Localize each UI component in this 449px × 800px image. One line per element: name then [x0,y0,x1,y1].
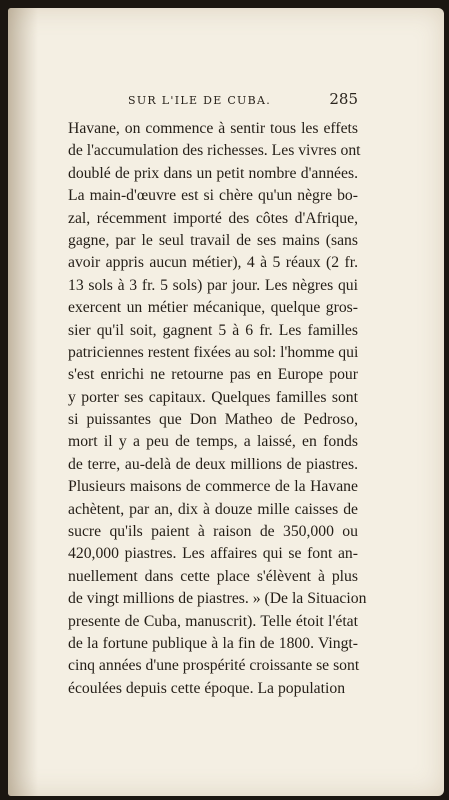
text-line: cinq années d'une prospérité croissante se sont [68,657,360,675]
text-line: La main-d'œuvre est si chère qu'un nègre bo- [68,187,358,205]
text-line: s'est enrichi ne retourne pas en Europe pour [68,366,358,384]
text-line: sier qu'il soit, gagnent 5 à 6 fr. Les familles [68,321,358,339]
book-page [8,8,444,796]
text-line: de la fortune publique à la fin de 1800. Vingt- [68,634,358,652]
text-line: de vingt millions de piastres. » (De la Situacion [68,590,367,608]
text-line: de terre, au-delà de deux millions de piastres. [68,455,358,473]
text-line: de l'accumulation des richesses. Les vivres ont [68,142,361,160]
body-text [68,118,367,700]
text-line: sucre qu'ils paient à raison de 350,000 ou [68,523,358,541]
text-line: 420,000 piastres. Les affaires qui se font an- [68,545,358,563]
text-line: mort il y a peu de temps, a laissé, en fonds [68,433,358,451]
text-line: zal, récemment importé des côtes d'Afrique, [68,209,358,227]
running-title: SUR L'ILE DE CUBA. [128,94,272,107]
text-line: patriciennes restent fixées au sol: l'homme qui [68,343,359,361]
text-line: écoulées depuis cette époque. La population [68,679,346,697]
text-line: exercent un métier mécanique, quelque gros- [68,299,358,317]
text-line: si puissantes que Don Matheo de Pedroso, [68,411,358,429]
text-line: achètent, par an, dix à douze mille caisses de [68,500,358,518]
text-line: Plusieurs maisons de commerce de la Havane [68,478,358,496]
text-line: presente de Cuba, manuscrit). Telle étoit l'état [68,612,358,630]
text-line: 13 sols à 3 fr. 5 sols) par jour. Les nègres qui [68,276,358,294]
text-line: doublé de prix dans un petit nombre d'années. [68,164,358,182]
text-line: gagne, par le seul travail de ses mains (sans [68,231,358,249]
spine-shadow [8,8,38,796]
text-line: avoir appris aucun métier), 4 à 5 réaux (2 fr. [68,254,358,272]
text-line: Havane, on commence à sentir tous les effets [68,120,358,137]
running-header [68,90,358,116]
text-line: nuellement dans cette place s'élèvent à plus [68,567,358,585]
text-line: y porter ses capitaux. Quelques familles sont [68,388,358,406]
page-number: 285 [329,90,358,108]
